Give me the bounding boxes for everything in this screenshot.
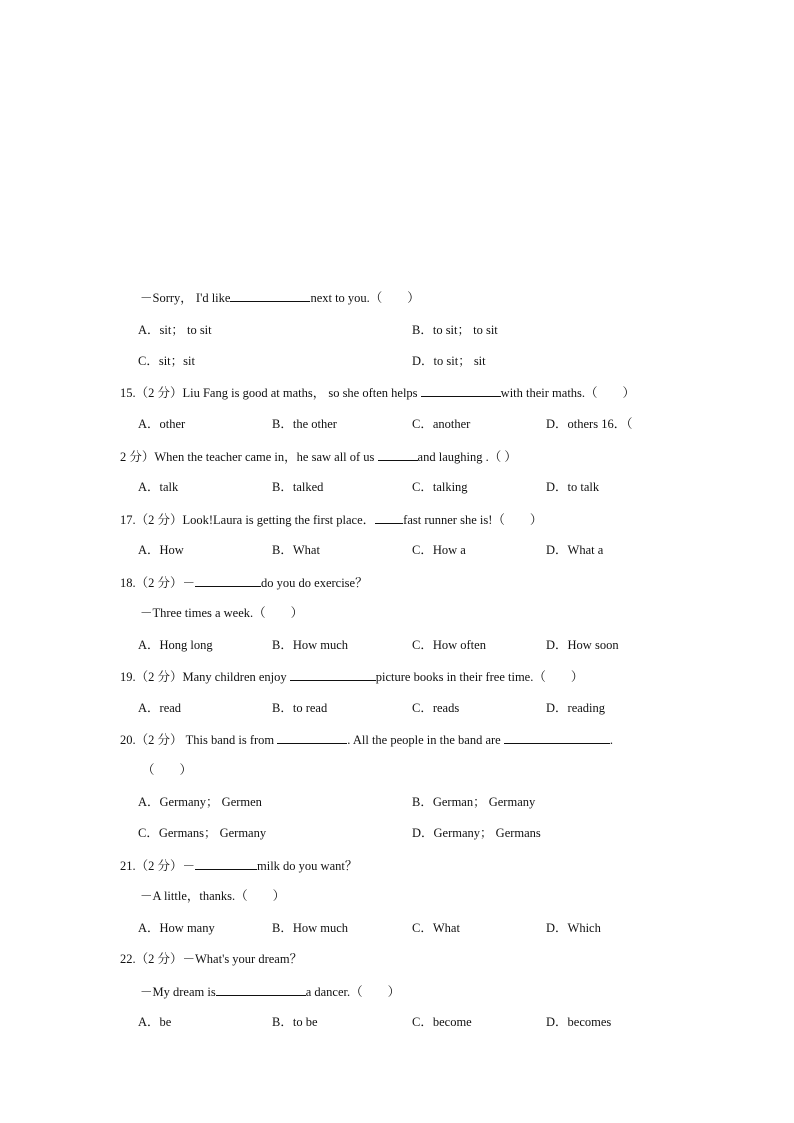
option-text: How often	[432, 638, 486, 652]
option-d	[412, 353, 486, 369]
option-letter: C．	[412, 638, 433, 652]
option-letter: D．	[412, 826, 434, 840]
option-text: German； Germany	[432, 795, 536, 809]
stem-text: 17.（2 分）Look!Laura is getting the first place．	[120, 513, 376, 527]
option-d	[546, 920, 601, 936]
option-b	[412, 794, 535, 810]
option-c	[412, 700, 459, 716]
option-letter: A．	[138, 795, 160, 809]
option-c	[412, 542, 466, 558]
option-letter: D．	[546, 638, 568, 652]
option-text: talking	[432, 480, 468, 494]
option-b	[272, 416, 337, 432]
option-c	[412, 1014, 472, 1030]
option-text: to talk	[567, 480, 600, 494]
option-a	[138, 920, 215, 936]
option-a	[138, 637, 213, 653]
option-text: sit； to sit	[159, 323, 212, 337]
option-letter: B．	[272, 543, 293, 557]
option-b	[412, 322, 498, 338]
option-letter: C．	[412, 417, 433, 431]
option-letter: C．	[412, 921, 433, 935]
answer-blank	[290, 668, 376, 681]
option-text: the other	[292, 417, 337, 431]
option-text: How	[159, 543, 184, 557]
question-21-answer: －A little，thanks.（ ）	[140, 889, 286, 903]
option-c	[138, 353, 195, 369]
option-letter: D．	[546, 417, 568, 431]
option-c	[412, 479, 468, 495]
stem-text: －My dream is	[140, 985, 216, 999]
stem-text: －Sorry， I'd like	[140, 291, 231, 305]
answer-blank	[421, 384, 501, 397]
answer-blank	[277, 731, 347, 744]
option-text: How a	[432, 543, 466, 557]
option-b	[272, 700, 327, 716]
stem-text: . All the people in the band are	[347, 733, 504, 747]
option-letter: C．	[412, 1015, 433, 1029]
option-a	[138, 322, 212, 338]
stem-text: next to you.（ ）	[310, 291, 420, 305]
option-text: talk	[159, 480, 179, 494]
option-letter: A．	[138, 921, 160, 935]
option-letter: B．	[272, 480, 293, 494]
stem-text: do you do exercise？	[261, 576, 368, 590]
option-d	[546, 700, 605, 716]
option-text: others 16．（	[567, 417, 633, 431]
option-text: How many	[159, 921, 215, 935]
option-letter: B．	[412, 795, 433, 809]
option-letter: C．	[412, 480, 433, 494]
option-d	[546, 479, 599, 495]
question-22-answer	[140, 983, 400, 1000]
question-20-stem	[120, 731, 613, 748]
stem-text: 22.（2 分）－What's your dream？	[120, 952, 303, 966]
option-letter: A．	[138, 1015, 160, 1029]
option-c	[412, 920, 460, 936]
stem-text: picture books in their free time.（ ）	[375, 670, 584, 684]
option-d	[546, 637, 619, 653]
option-b	[272, 479, 323, 495]
stem-text: 18.（2 分）－	[120, 576, 196, 590]
stem-text: with their maths.（ ）	[500, 386, 636, 400]
stem-text: milk do you want？	[257, 859, 358, 873]
option-text: be	[159, 1015, 172, 1029]
stem-text: fast runner she is!（ ）	[403, 513, 543, 527]
option-text: reading	[567, 701, 606, 715]
option-a	[138, 542, 184, 558]
option-letter: D．	[546, 543, 568, 557]
option-text: to sit； to sit	[432, 323, 498, 337]
answer-blank	[378, 448, 418, 461]
option-text: How soon	[567, 638, 619, 652]
option-letter: D．	[412, 354, 434, 368]
option-text: Hong long	[159, 638, 213, 652]
option-text: to sit； sit	[433, 354, 486, 368]
option-text: Germans； Germany	[158, 826, 267, 840]
option-c	[138, 825, 266, 841]
option-text: another	[432, 417, 471, 431]
question-14-stem	[140, 289, 420, 306]
question-18-answer: －Three times a week.（ ）	[140, 606, 304, 620]
option-text: What a	[567, 543, 604, 557]
option-b	[272, 637, 348, 653]
stem-text: and laughing .（ ）	[417, 450, 517, 464]
option-text: to read	[292, 701, 328, 715]
option-a	[138, 416, 185, 432]
option-a	[138, 479, 178, 495]
question-20-paren: （ ）	[142, 763, 193, 777]
question-21-stem	[120, 857, 357, 874]
option-letter: A．	[138, 480, 160, 494]
option-text: become	[432, 1015, 472, 1029]
option-letter: B．	[272, 417, 293, 431]
answer-blank	[195, 574, 261, 587]
option-text: How much	[292, 638, 349, 652]
option-letter: B．	[272, 638, 293, 652]
stem-text: .	[609, 733, 613, 747]
option-letter: A．	[138, 323, 160, 337]
stem-text: 15.（2 分）Liu Fang is good at maths， so she often helps	[120, 386, 421, 400]
option-text: reads	[432, 701, 460, 715]
option-letter: B．	[272, 921, 293, 935]
option-letter: D．	[546, 921, 568, 935]
option-letter: C．	[138, 826, 159, 840]
option-d	[412, 825, 541, 841]
question-22-stem	[120, 951, 302, 967]
option-b	[272, 1014, 318, 1030]
answer-blank	[195, 857, 257, 870]
option-c	[412, 416, 470, 432]
answer-blank	[216, 983, 306, 996]
question-18-stem	[120, 574, 368, 591]
question-17-stem	[120, 511, 542, 528]
option-letter: A．	[138, 417, 160, 431]
option-text: talked	[292, 480, 324, 494]
option-b	[272, 542, 320, 558]
option-d	[546, 542, 603, 558]
option-letter: D．	[546, 480, 568, 494]
stem-text: a dancer.（ ）	[305, 985, 401, 999]
option-letter: D．	[546, 1015, 568, 1029]
option-text: What	[292, 543, 320, 557]
option-text: What	[432, 921, 460, 935]
option-letter: C．	[412, 543, 433, 557]
question-19-stem	[120, 668, 583, 685]
question-15-stem	[120, 384, 635, 401]
option-a	[138, 794, 262, 810]
answer-blank	[375, 511, 403, 524]
option-letter: B．	[272, 701, 293, 715]
stem-text: 21.（2 分）－	[120, 859, 196, 873]
option-b	[272, 920, 348, 936]
option-letter: A．	[138, 701, 160, 715]
answer-blank	[504, 731, 610, 744]
option-text: to be	[292, 1015, 318, 1029]
stem-text: 20.（2 分） This band is from	[120, 733, 278, 747]
option-c	[412, 637, 486, 653]
option-d	[546, 1014, 611, 1030]
option-a	[138, 1014, 171, 1030]
option-letter: B．	[272, 1015, 293, 1029]
option-text: other	[159, 417, 186, 431]
option-letter: C．	[138, 354, 159, 368]
stem-text: 2 分）When the teacher came in，he saw all of us	[120, 450, 378, 464]
option-text: Germany； Germen	[159, 795, 262, 809]
option-text: read	[159, 701, 182, 715]
option-letter: B．	[412, 323, 433, 337]
option-text: sit；sit	[158, 354, 195, 368]
option-a	[138, 700, 181, 716]
option-text: How much	[292, 921, 349, 935]
option-d	[546, 416, 632, 432]
option-text: Which	[567, 921, 601, 935]
answer-blank	[230, 289, 310, 302]
option-letter: A．	[138, 638, 160, 652]
option-letter: D．	[546, 701, 568, 715]
option-text: Germany； Germans	[433, 826, 541, 840]
option-letter: A．	[138, 543, 160, 557]
stem-text: 19.（2 分）Many children enjoy	[120, 670, 290, 684]
option-letter: C．	[412, 701, 433, 715]
question-16-stem	[120, 448, 517, 465]
option-text: becomes	[567, 1015, 612, 1029]
